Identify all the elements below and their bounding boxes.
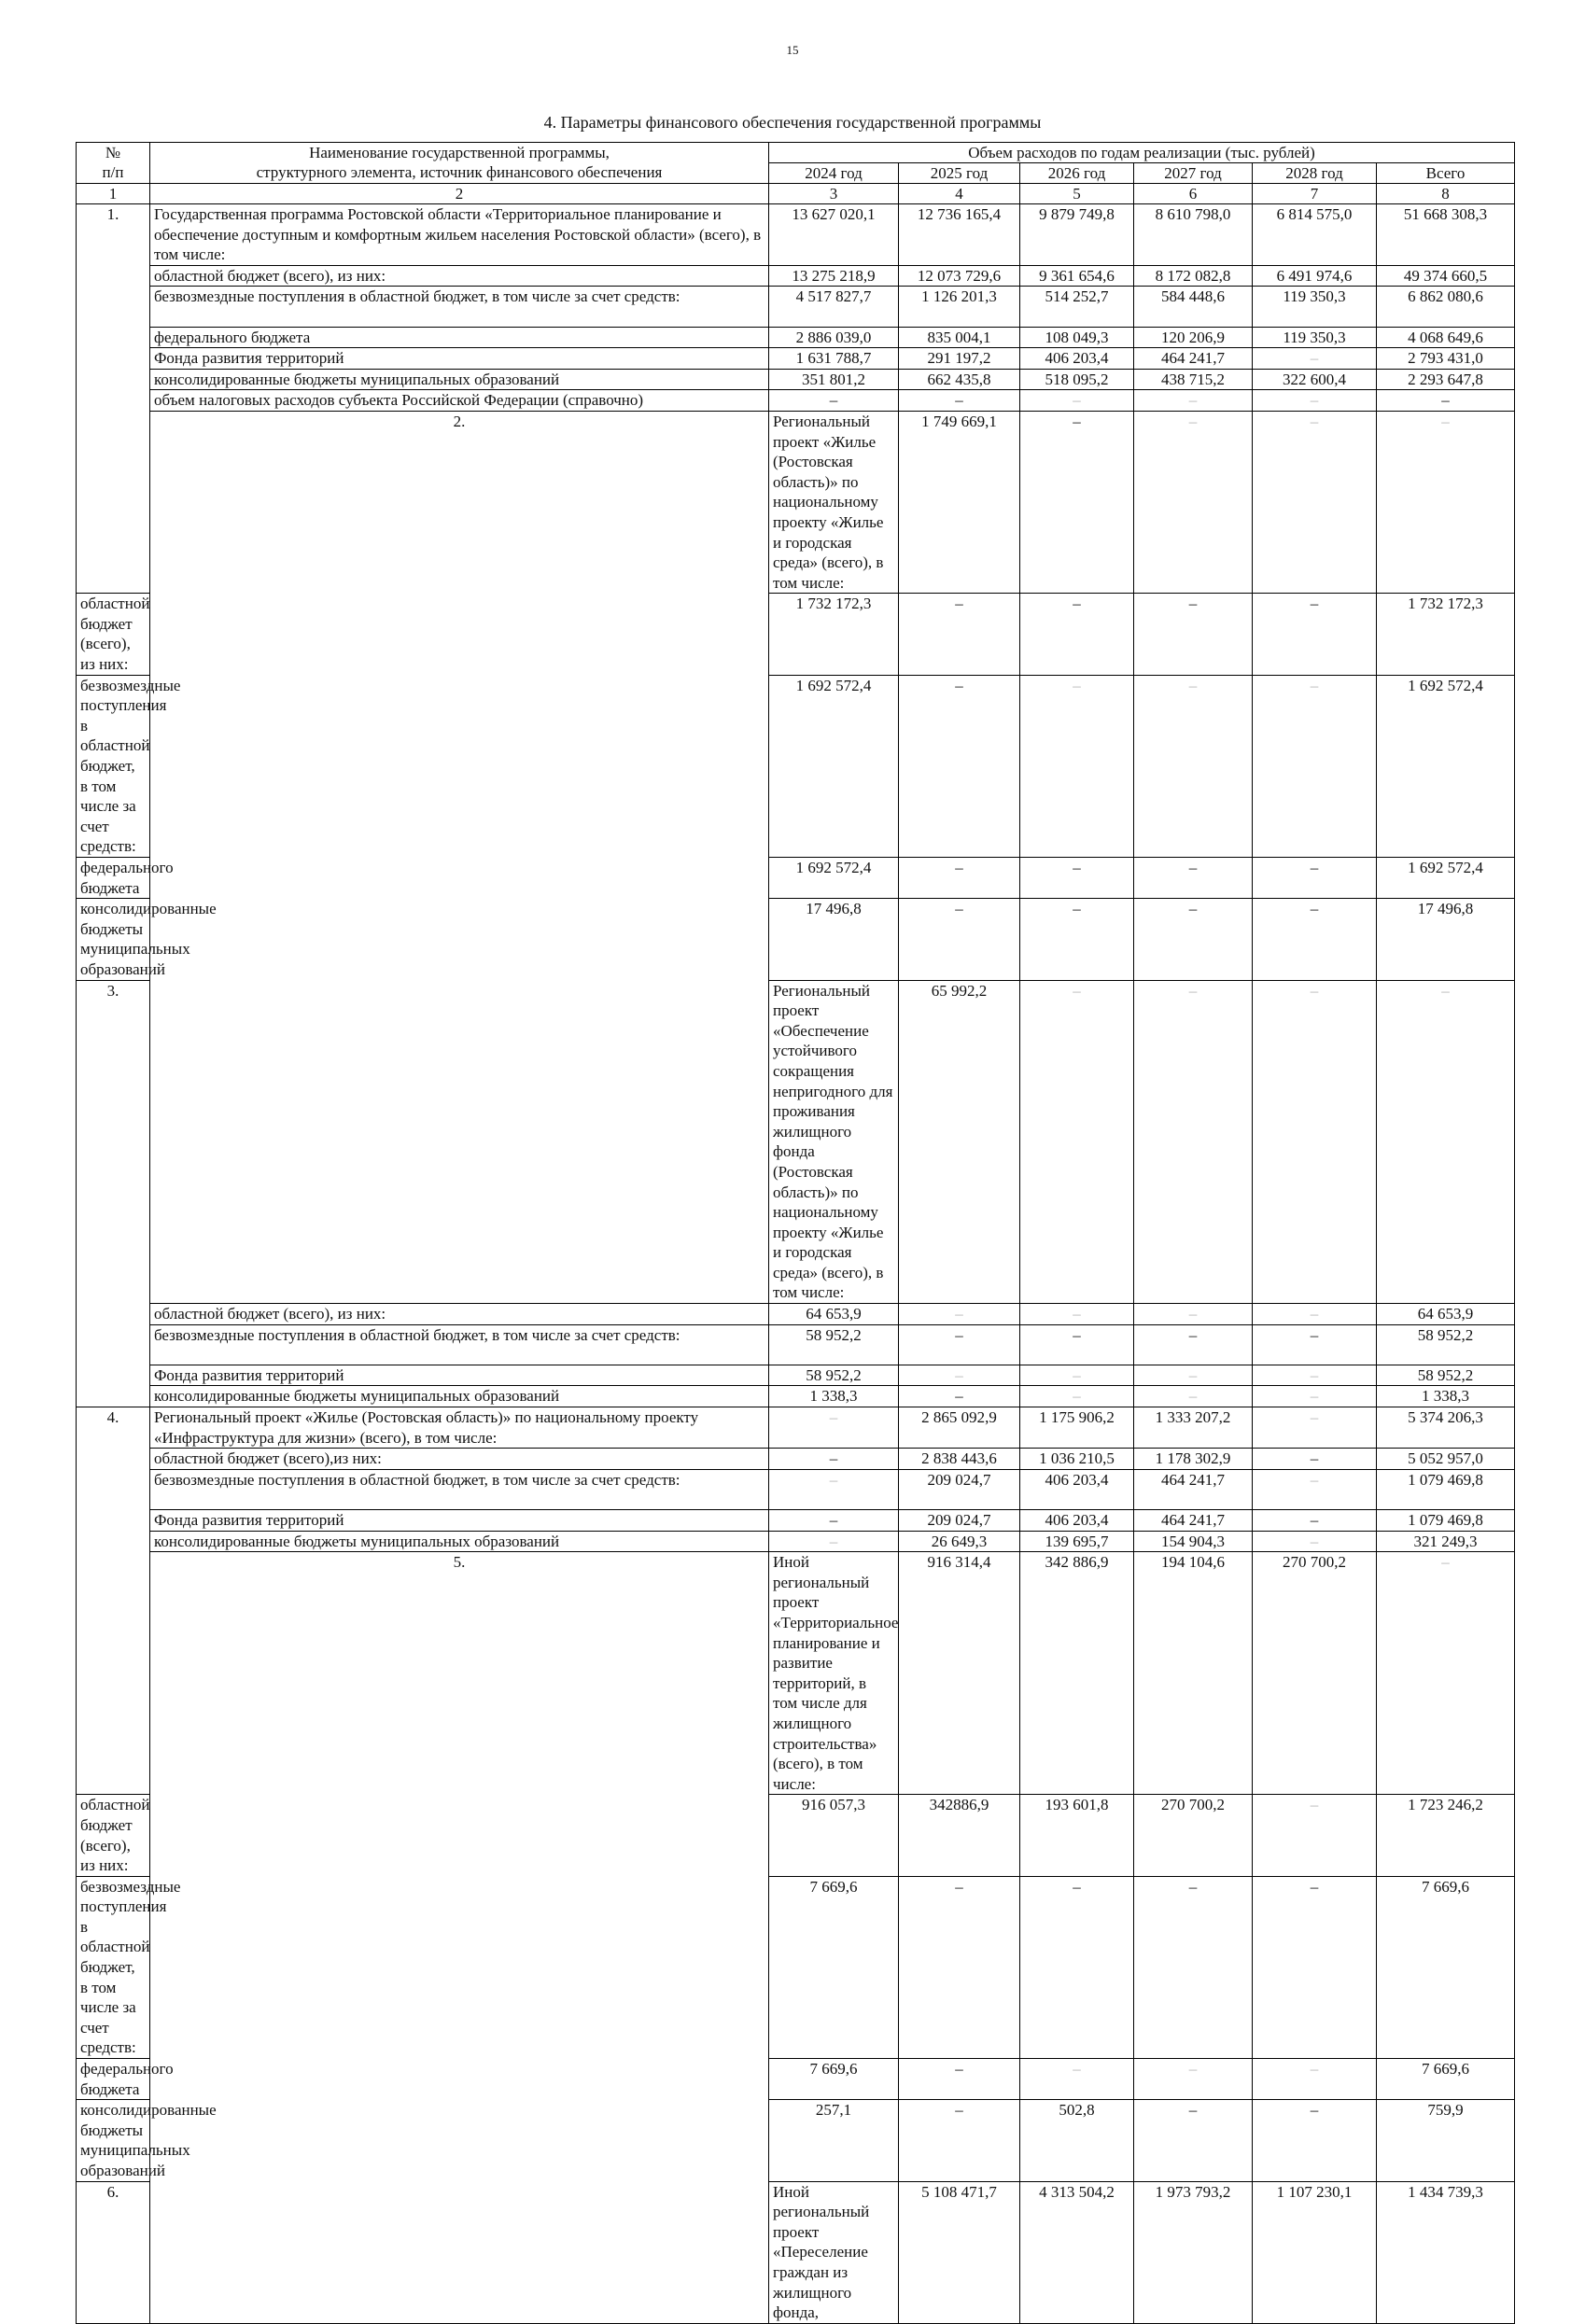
value-cell: 2 838 443,6: [899, 1449, 1020, 1470]
row-name: областной бюджет (всего),из них:: [150, 1449, 769, 1470]
row-number: 3.: [77, 980, 150, 1407]
value-total: 1 079 469,8: [1377, 1469, 1515, 1509]
table-row: [77, 287, 1515, 327]
value-cell: –: [1253, 1449, 1377, 1470]
value-cell: –: [1377, 1552, 1515, 1795]
value-cell: –: [1134, 675, 1253, 857]
value-cell: 154 904,3: [1134, 1531, 1253, 1552]
value-cell: 502,8: [1020, 2100, 1134, 2181]
value-cell: 120 206,9: [1134, 327, 1253, 348]
value-total: –: [1377, 390, 1515, 412]
row-name: безвозмездные поступления в областной бюджет, в том числе за счет средств:: [150, 1469, 769, 1509]
row-name: областной бюджет (всего), из них:: [150, 265, 769, 287]
value-total: 17 496,8: [1377, 899, 1515, 980]
table-row: [77, 1531, 1515, 1552]
value-cell: –: [769, 1531, 899, 1552]
financing-table: [76, 142, 1515, 2324]
value-cell: –: [1253, 899, 1377, 980]
value-cell: –: [1134, 2100, 1253, 2181]
value-cell: 464 241,7: [1134, 1469, 1253, 1509]
value-cell: –: [899, 594, 1020, 675]
value-cell: 342 886,9: [1020, 1552, 1134, 1795]
section-title: 4. Параметры финансового обеспечения государственной программы: [543, 113, 1042, 132]
table-row: [77, 327, 1515, 348]
row-name: федерального бюджета: [77, 2059, 150, 2100]
value-cell: 58 952,2: [769, 1365, 899, 1386]
value-total: 5 374 206,3: [1377, 1407, 1515, 1449]
value-cell: –: [1253, 858, 1377, 899]
row-name: Фонда развития территорий: [150, 1365, 769, 1386]
value-cell: 351 801,2: [769, 369, 899, 390]
header-name-label-2: структурного элемента, источник финансового обеспечения: [256, 163, 663, 181]
row-name: консолидированные бюджеты муниципальных образований: [77, 899, 150, 980]
value-cell: –: [1134, 594, 1253, 675]
value-cell: –: [769, 1407, 899, 1449]
value-cell: 1 175 906,2: [1020, 1407, 1134, 1449]
value-cell: 1 732 172,3: [769, 594, 899, 675]
value-cell: –: [1020, 390, 1134, 412]
header-num-cell: [77, 143, 150, 184]
value-total: 2 293 647,8: [1377, 369, 1515, 390]
value-cell: –: [1134, 1365, 1253, 1386]
value-cell: –: [1253, 1510, 1377, 1532]
header-name-cell: [150, 143, 769, 184]
col-number: 6: [1134, 184, 1253, 204]
value-cell: 13 627 020,1: [769, 204, 899, 266]
value-cell: –: [1253, 980, 1377, 1304]
value-cell: –: [899, 858, 1020, 899]
value-cell: 1 973 793,2: [1134, 2181, 1253, 2323]
value-total: 759,9: [1377, 2100, 1515, 2181]
value-cell: –: [1134, 1386, 1253, 1407]
table-row: [77, 390, 1515, 412]
table-row: [77, 204, 1515, 266]
row-name: Региональный проект «Жилье (Ростовская область)» по национальному проекту «Жилье и городская среда» (всего), в том числе:: [769, 411, 899, 593]
value-cell: –: [1253, 1531, 1377, 1552]
value-total: 58 952,2: [1377, 1365, 1515, 1386]
table-row: [77, 369, 1515, 390]
value-cell: 65 992,2: [899, 980, 1020, 1304]
value-cell: 835 004,1: [899, 327, 1020, 348]
value-cell: –: [1020, 594, 1134, 675]
value-cell: –: [1253, 1407, 1377, 1449]
value-total: 4 068 649,6: [1377, 327, 1515, 348]
value-total: 1 338,3: [1377, 1386, 1515, 1407]
value-total: 7 669,6: [1377, 2059, 1515, 2100]
table-row: [77, 1324, 1515, 1365]
value-cell: 464 241,7: [1134, 348, 1253, 370]
value-cell: 270 700,2: [1253, 1552, 1377, 1795]
value-cell: –: [1253, 1386, 1377, 1407]
value-cell: –: [1134, 390, 1253, 412]
value-cell: –: [1020, 858, 1134, 899]
value-cell: 7 669,6: [769, 1876, 899, 2058]
value-cell: 9 361 654,6: [1020, 265, 1134, 287]
value-cell: –: [1020, 1324, 1134, 1365]
value-cell: 406 203,4: [1020, 348, 1134, 370]
value-cell: –: [899, 390, 1020, 412]
value-cell: 4 313 504,2: [1020, 2181, 1134, 2323]
value-cell: –: [899, 1304, 1020, 1325]
value-cell: 1 126 201,3: [899, 287, 1020, 327]
value-cell: –: [1253, 675, 1377, 857]
value-cell: 1 338,3: [769, 1386, 899, 1407]
value-cell: –: [1253, 1324, 1377, 1365]
value-cell: –: [1253, 2100, 1377, 2181]
col-number: 1: [77, 184, 150, 204]
value-cell: –: [899, 899, 1020, 980]
value-total: 321 249,3: [1377, 1531, 1515, 1552]
value-cell: –: [1134, 1324, 1253, 1365]
value-cell: 119 350,3: [1253, 327, 1377, 348]
value-cell: –: [1020, 1386, 1134, 1407]
table-row: [77, 411, 1515, 593]
row-name: консолидированные бюджеты муниципальных образований: [150, 369, 769, 390]
row-number: 5.: [150, 1552, 769, 2324]
value-cell: –: [1134, 411, 1253, 593]
value-cell: 6 814 575,0: [1253, 204, 1377, 266]
value-cell: –: [899, 675, 1020, 857]
row-name: объем налоговых расходов субъекта Российской Федерации (справочно): [150, 390, 769, 412]
value-cell: 1 749 669,1: [899, 411, 1020, 593]
value-cell: 916 057,3: [769, 1795, 899, 1876]
row-name: Региональный проект «Жилье (Ростовская область)» по национальному проекту «Инфраструктура для жизни» (всего), в том числе:: [150, 1407, 769, 1449]
header-year-2026: 2026 год: [1020, 163, 1134, 184]
value-cell: 1 631 788,7: [769, 348, 899, 370]
value-cell: –: [1253, 1304, 1377, 1325]
value-cell: 291 197,2: [899, 348, 1020, 370]
row-number: 1.: [77, 204, 150, 594]
value-cell: –: [1134, 1876, 1253, 2058]
row-name: безвозмездные поступления в областной бюджет, в том числе за счет средств:: [77, 675, 150, 857]
value-cell: 916 314,4: [899, 1552, 1020, 1795]
value-cell: –: [1253, 390, 1377, 412]
table-row: [77, 1407, 1515, 1449]
value-cell: 1 107 230,1: [1253, 2181, 1377, 2323]
value-cell: 1 434 739,3: [1377, 2181, 1515, 2323]
value-cell: 406 203,4: [1020, 1469, 1134, 1509]
table-row: [77, 265, 1515, 287]
value-cell: 2 886 039,0: [769, 327, 899, 348]
col-number: 7: [1253, 184, 1377, 204]
value-cell: –: [1134, 980, 1253, 1304]
value-cell: –: [899, 1876, 1020, 2058]
value-total: 58 952,2: [1377, 1324, 1515, 1365]
value-cell: –: [1253, 1795, 1377, 1876]
value-cell: 12 736 165,4: [899, 204, 1020, 266]
value-cell: 438 715,2: [1134, 369, 1253, 390]
value-cell: –: [1253, 1365, 1377, 1386]
value-cell: –: [1253, 348, 1377, 370]
row-name: безвозмездные поступления в областной бюджет, в том числе за счет средств:: [150, 1324, 769, 1365]
value-total: 1 723 246,2: [1377, 1795, 1515, 1876]
header-year-2028: 2028 год: [1253, 163, 1377, 184]
value-cell: –: [899, 1324, 1020, 1365]
value-total: 5 052 957,0: [1377, 1449, 1515, 1470]
value-cell: 342886,9: [899, 1795, 1020, 1876]
row-name: консолидированные бюджеты муниципальных образований: [77, 2100, 150, 2181]
row-name: Региональный проект «Обеспечение устойчивого сокращения непригодного для проживания жилищного фонда (Ростовская область)» по национальному проекту «Жилье и городская среда» (всего), в том числе:: [769, 980, 899, 1304]
col-number: 8: [1377, 184, 1515, 204]
row-name: федерального бюджета: [77, 858, 150, 899]
value-cell: –: [899, 1365, 1020, 1386]
value-total: 1 692 572,4: [1377, 858, 1515, 899]
value-total: 51 668 308,3: [1377, 204, 1515, 266]
value-cell: –: [899, 2059, 1020, 2100]
value-cell: –: [769, 390, 899, 412]
header-num-label-2: п/п: [102, 163, 124, 181]
row-number: 4.: [77, 1407, 150, 1795]
value-cell: 7 669,6: [769, 2059, 899, 2100]
table-row: [77, 1304, 1515, 1325]
value-cell: 518 095,2: [1020, 369, 1134, 390]
header-year-2027: 2027 год: [1134, 163, 1253, 184]
value-cell: –: [1134, 2059, 1253, 2100]
page-number: 15: [786, 43, 799, 57]
value-cell: –: [1020, 411, 1134, 593]
value-cell: –: [1377, 980, 1515, 1304]
value-cell: 8 610 798,0: [1134, 204, 1253, 266]
value-cell: –: [769, 1469, 899, 1509]
value-cell: 108 049,3: [1020, 327, 1134, 348]
value-cell: –: [1253, 1876, 1377, 2058]
value-cell: –: [1020, 1365, 1134, 1386]
value-cell: 26 649,3: [899, 1531, 1020, 1552]
value-cell: –: [1253, 1469, 1377, 1509]
value-cell: 1 178 302,9: [1134, 1449, 1253, 1470]
value-cell: –: [1253, 2059, 1377, 2100]
value-cell: –: [1377, 411, 1515, 593]
value-total: 6 862 080,6: [1377, 287, 1515, 327]
col-number: 3: [769, 184, 899, 204]
col-number: 4: [899, 184, 1020, 204]
header-year-2024: 2024 год: [769, 163, 899, 184]
value-cell: –: [1134, 858, 1253, 899]
value-cell: 662 435,8: [899, 369, 1020, 390]
col-number: 5: [1020, 184, 1134, 204]
table-row: [77, 1510, 1515, 1532]
value-cell: 1 692 572,4: [769, 675, 899, 857]
header-volume-label: Объем расходов по годам реализации (тыс. рублей): [769, 143, 1515, 163]
row-name: областной бюджет (всего), из них:: [150, 1304, 769, 1325]
value-cell: 193 601,8: [1020, 1795, 1134, 1876]
header-num-label-1: №: [105, 144, 121, 161]
value-cell: –: [1253, 411, 1377, 593]
value-cell: 4 517 827,7: [769, 287, 899, 327]
value-cell: 9 879 749,8: [1020, 204, 1134, 266]
value-total: 64 653,9: [1377, 1304, 1515, 1325]
value-cell: 209 024,7: [899, 1510, 1020, 1532]
value-total: 49 374 660,5: [1377, 265, 1515, 287]
row-name: консолидированные бюджеты муниципальных образований: [150, 1531, 769, 1552]
table-row: [77, 1552, 1515, 1795]
row-name: Иной региональный проект «Территориальное планирование и развитие территорий, в том числе для жилищного строительства» (всего), в том числе:: [769, 1552, 899, 1795]
header-name-label-1: Наименование государственной программы,: [309, 144, 610, 161]
value-cell: –: [1020, 2059, 1134, 2100]
column-number-row: [77, 184, 1515, 204]
value-cell: 58 952,2: [769, 1324, 899, 1365]
value-cell: 12 073 729,6: [899, 265, 1020, 287]
row-name: Фонда развития территорий: [150, 1510, 769, 1532]
value-cell: 6 491 974,6: [1253, 265, 1377, 287]
value-total: 1 732 172,3: [1377, 594, 1515, 675]
value-cell: –: [1020, 899, 1134, 980]
value-cell: 13 275 218,9: [769, 265, 899, 287]
value-cell: 584 448,6: [1134, 287, 1253, 327]
row-name: Фонда развития территорий: [150, 348, 769, 370]
value-total: 2 793 431,0: [1377, 348, 1515, 370]
value-cell: 406 203,4: [1020, 1510, 1134, 1532]
value-cell: 5 108 471,7: [899, 2181, 1020, 2323]
value-cell: 2 865 092,9: [899, 1407, 1020, 1449]
value-cell: –: [899, 2100, 1020, 2181]
row-name: консолидированные бюджеты муниципальных образований: [150, 1386, 769, 1407]
value-cell: –: [1134, 899, 1253, 980]
row-name: Иной региональный проект «Переселение граждан из жилищного фонда,: [769, 2181, 899, 2323]
value-cell: 64 653,9: [769, 1304, 899, 1325]
row-name: федерального бюджета: [150, 327, 769, 348]
value-total: 7 669,6: [1377, 1876, 1515, 2058]
value-cell: 270 700,2: [1134, 1795, 1253, 1876]
row-name: безвозмездные поступления в областной бюджет, в том числе за счет средств:: [150, 287, 769, 327]
row-name: безвозмездные поступления в областной бюджет, в том числе за счет средств:: [77, 1876, 150, 2058]
value-cell: 1 036 210,5: [1020, 1449, 1134, 1470]
value-cell: –: [1253, 594, 1377, 675]
value-total: 1 692 572,4: [1377, 675, 1515, 857]
value-cell: 464 241,7: [1134, 1510, 1253, 1532]
table-row: [77, 1365, 1515, 1386]
value-cell: 8 172 082,8: [1134, 265, 1253, 287]
col-number: 2: [150, 184, 769, 204]
value-cell: –: [1020, 1304, 1134, 1325]
value-cell: –: [1020, 675, 1134, 857]
row-name: областной бюджет (всего), из них:: [77, 594, 150, 675]
value-cell: 1 692 572,4: [769, 858, 899, 899]
table-row: [77, 1449, 1515, 1470]
value-cell: 257,1: [769, 2100, 899, 2181]
value-cell: 17 496,8: [769, 899, 899, 980]
value-cell: –: [1020, 980, 1134, 1304]
table-row: [77, 348, 1515, 370]
value-cell: –: [1020, 1876, 1134, 2058]
value-cell: 1 333 207,2: [1134, 1407, 1253, 1449]
value-cell: 194 104,6: [1134, 1552, 1253, 1795]
table-row: [77, 1386, 1515, 1407]
value-cell: –: [1134, 1304, 1253, 1325]
row-number: 2.: [150, 411, 769, 1303]
value-cell: 139 695,7: [1020, 1531, 1134, 1552]
value-cell: –: [899, 1386, 1020, 1407]
row-number: 6.: [77, 2181, 150, 2323]
header-total: Всего: [1377, 163, 1515, 184]
header-year-2025: 2025 год: [899, 163, 1020, 184]
value-cell: 322 600,4: [1253, 369, 1377, 390]
row-name: областной бюджет (всего), из них:: [77, 1795, 150, 1876]
row-name: Государственная программа Ростовской области «Территориальное планирование и обеспечение доступным и комфортным жильем населения Ростовской области» (всего), в том числе:: [150, 204, 769, 266]
table-row: [77, 1469, 1515, 1509]
header-row-1: [77, 143, 1515, 163]
value-cell: –: [769, 1510, 899, 1532]
value-total: 1 079 469,8: [1377, 1510, 1515, 1532]
value-cell: –: [769, 1449, 899, 1470]
value-cell: 209 024,7: [899, 1469, 1020, 1509]
value-cell: 514 252,7: [1020, 287, 1134, 327]
value-cell: 119 350,3: [1253, 287, 1377, 327]
